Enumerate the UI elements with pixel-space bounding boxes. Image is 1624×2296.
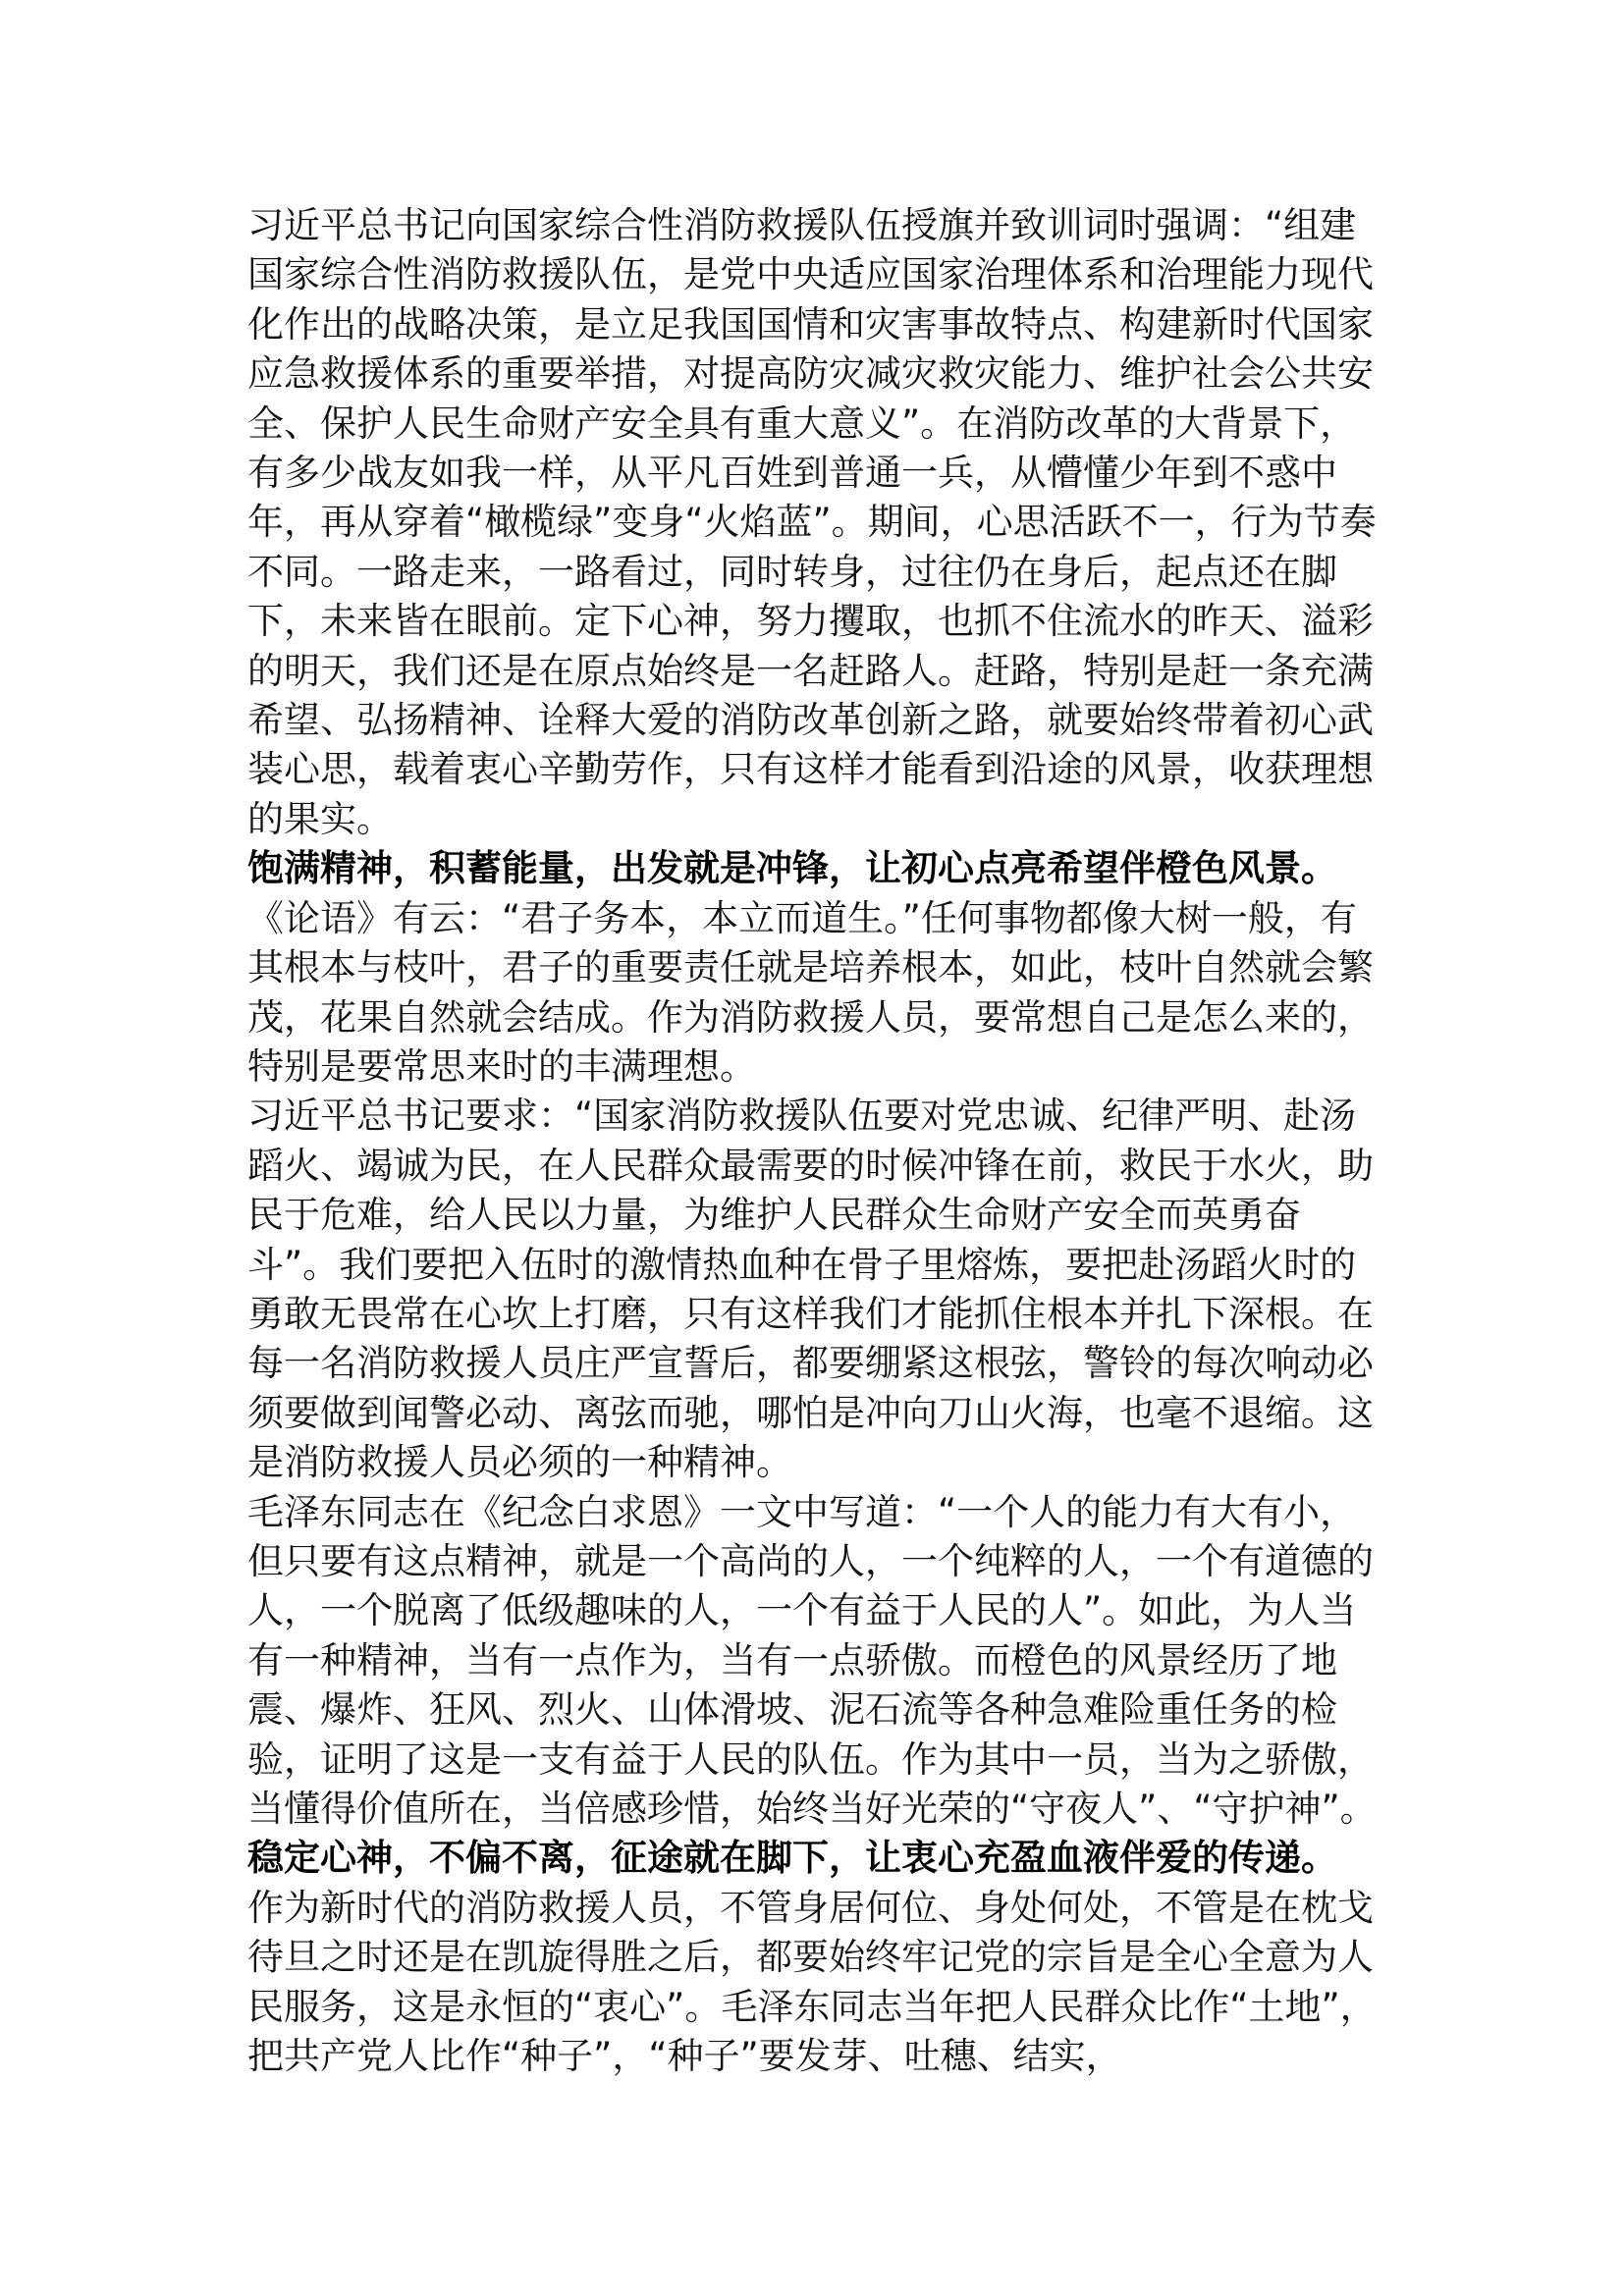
body-paragraph-4: 毛泽东同志在《纪念白求恩》一文中写道：“一个人的能力有大有小，但只要有这点精神，就是一个高尚的人，一个纯粹的人，一个有道德的人，一个脱离了低级趣味的人，一个有益于人民的人”。如此，为人当有一种精神，当有一点作为，当有一点骄傲。而橙色的风景经历了地震、爆炸、狂风、烈火、山体滑坡、泥石流等各种急难险重任务的检验，证明了这是一支有益于人民的队伍。作为其中一员，当为之骄傲，当懂得价值所在，当倍感珍惜，始终当好光荣的“守夜人”、“守护神”。 — [247, 1490, 1377, 1830]
body-paragraph-5: 作为新时代的消防救援人员，不管身居何位、身处何处，不管是在枕戈待旦之时还是在凯旋得胜之后，都要始终牢记党的宗旨是全心全意为人民服务，这是永恒的“衷心”。毛泽东同志当年把人民群众比作“土地”，把共产党人比作“种子”，“种子”要发芽、吐穗、结实， — [247, 1886, 1377, 2078]
document-page — [247, 201, 1377, 2081]
body-paragraph-2: 《论语》有云：“君子务本，本立而道生。”任何事物都像大树一般，有其根本与枝叶，君子的重要责任就是培养根本，如此，枝叶自然就会繁茂，花果自然就会结成。作为消防救援人员，要常想自己是怎么来的，特别是要常思来时的丰满理想。 — [247, 896, 1374, 1088]
body-paragraph-1: 习近平总书记向国家综合性消防救援队伍授旗并致训词时强调：“组建国家综合性消防救援队伍，是党中央适应国家治理体系和治理能力现代化作出的战略决策，是立足我国国情和灾害事故特点、构建新时代国家应急救援体系的重要举措，对提高防灾减灾救灾能力、维护社会公共安全、保护人民生命财产安全具有重大意义”。在消防改革的大背景下，有多少战友如我一样，从平凡百姓到普通一兵，从懵懂少年到不惑中年，再从穿着“橄榄绿”变身“火焰蓝”。期间，心思活跃不一，行为节奏不同。一路走来，一路看过，同时转身，过往仍在身后，起点还在脚下，未来皆在眼前。定下心神，努力攫取，也抓不住流水的昨天、溢彩的明天，我们还是在原点始终是一名赶路人。赶路，特别是赶一条充满希望、弘扬精神、诠释大爱的消防改革创新之路，就要始终带着初心武装心思，载着衷心辛勤劳作，只有这样才能看到沿途的风景，收获理想的果实。 — [247, 204, 1377, 840]
body-paragraph-3: 习近平总书记要求：“国家消防救援队伍要对党忠诚、纪律严明、赴汤蹈火、竭诚为民，在人民群众最需要的时候冲锋在前，救民于水火，助民于危难，给人民以力量，为维护人民群众生命财产安全而英勇奋斗”。我们要把入伍时的激情热血种在骨子里熔炼，要把赴汤蹈火时的勇敢无畏常在心坎上打磨，只有这样我们才能抓住根本并扎下深根。在每一名消防救援人员庄严宣誓后，都要绷紧这根弦，警铃的每次响动必须要做到闻警必动、离弦而驰，哪怕是冲向刀山火海，也毫不退缩。这是消防救援人员必须的一种精神。 — [247, 1095, 1374, 1484]
section-heading-2: 稳定心神，不偏不离，征途就在脚下，让衷心充盈血液伴爱的传递。 — [247, 1837, 1337, 1880]
section-heading-1: 饱满精神，积蓄能量，出发就是冲锋，让初心点亮希望伴橙色风景。 — [247, 847, 1337, 890]
